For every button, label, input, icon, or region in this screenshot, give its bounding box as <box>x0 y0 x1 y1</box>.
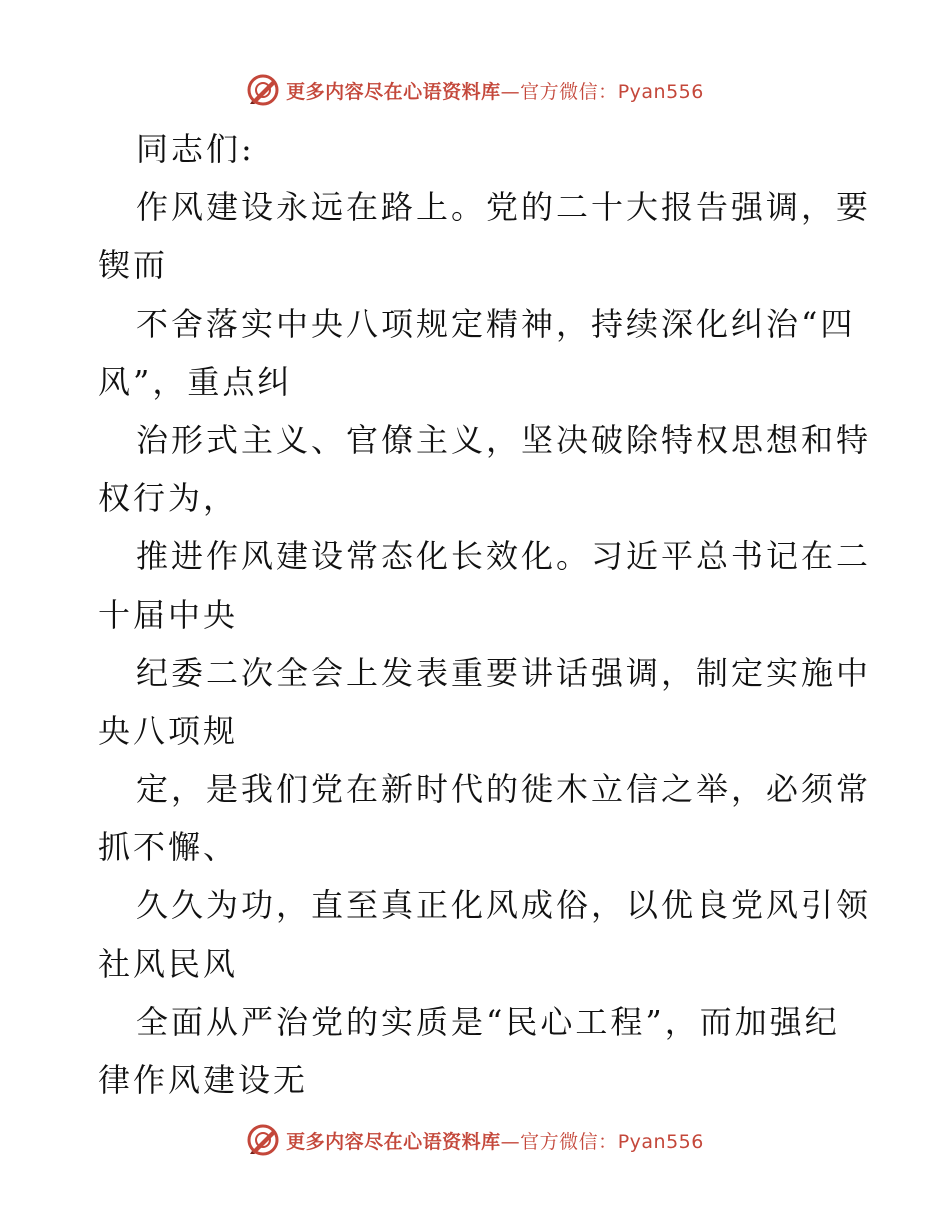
text-line: 纪委二次全会上发表重要讲话强调，制定实施中 <box>136 653 872 692</box>
watermark-handle: Pyan556 <box>617 1130 704 1153</box>
text-line: 权行为， <box>98 479 239 518</box>
watermark-site-text: 更多内容尽在心语资料库 <box>286 1130 501 1153</box>
text-line: 定，是我们党在新时代的徙木立信之举，必须常 <box>136 770 872 809</box>
watermark-separator: — <box>500 1130 521 1153</box>
text-line: 社风民风 <box>98 944 239 983</box>
watermark-site-text: 更多内容尽在心语资料库 <box>286 80 501 103</box>
text-line: 抓不懈、 <box>98 828 239 867</box>
watermark-text <box>286 1127 704 1154</box>
text-line: 不舍落实中央八项规定精神，持续深化纠治“四 <box>136 304 856 343</box>
watermark-handle: Pyan556 <box>617 80 704 103</box>
text-line: 全面从严治党的实质是“民心工程”，而加强纪 <box>136 1002 840 1041</box>
text-line: 久久为功，直至真正化风成俗，以优良党风引领 <box>136 886 872 925</box>
text-line: 十届中央 <box>98 595 239 634</box>
document-body <box>98 120 872 1109</box>
text-line: 律作风建设无 <box>98 1061 309 1099</box>
watermark-separator: — <box>500 80 521 103</box>
text-line: 推进作风建设常态化长效化。习近平总书记在二 <box>136 537 872 576</box>
text-line: 锲而 <box>98 246 169 285</box>
footer-watermark <box>0 1120 950 1160</box>
text-line: 风”，重点纠 <box>98 362 293 401</box>
watermark-wechat-label: 官方微信： <box>520 80 618 103</box>
text-line: 央八项规 <box>98 711 239 750</box>
text-line: 治形式主义、官僚主义，坚决破除特权思想和特 <box>136 420 872 459</box>
watermark-wechat-label: 官方微信： <box>520 1130 618 1153</box>
watermark-text <box>286 77 704 104</box>
text-line: 同志们: <box>136 130 255 168</box>
pen-logo-icon <box>246 73 280 107</box>
header-watermark <box>0 70 950 110</box>
pen-logo-icon <box>246 1123 280 1157</box>
text-line: 作风建设永远在路上。党的二十大报告强调，要 <box>136 188 872 227</box>
